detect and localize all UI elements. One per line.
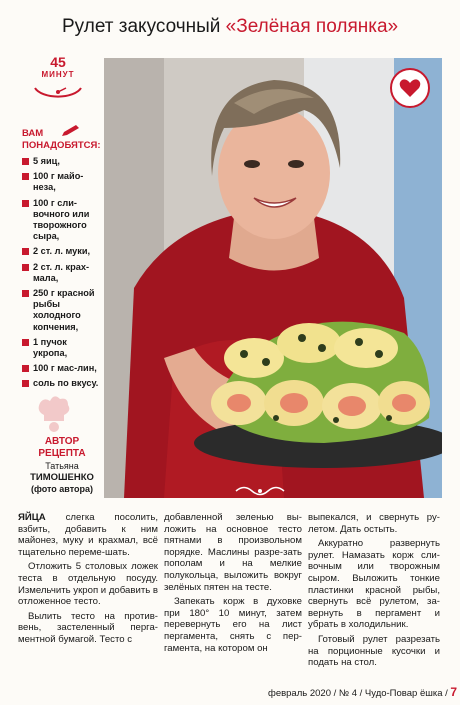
heart-icon <box>399 78 421 98</box>
paragraph: Вылить тесто на против-вень, застеленный перга-ментной бумагой. Тесто с <box>18 610 158 645</box>
title-name: «Зелёная полянка» <box>225 16 399 37</box>
author-first-name: Татьяна <box>45 461 79 471</box>
dish-photo <box>104 58 442 498</box>
paragraph: Запекать корж в духовке при 180° 10 минут, затем перевернуть его на лист пергамента, снять с пер-гамента, на котором он <box>164 596 302 654</box>
page-title <box>62 16 398 38</box>
favorite-heart-badge <box>390 68 430 108</box>
author-label-line1: АВТОР <box>44 436 80 447</box>
page-number: 7 <box>450 685 458 699</box>
photo-credit: (фото автора) <box>30 484 94 494</box>
ornament-divider-icon <box>232 484 288 498</box>
author-label-line2: РЕЦЕПТА <box>38 448 86 459</box>
cooking-time-badge <box>22 54 94 108</box>
list-item: 100 г майо-неза, <box>20 171 102 193</box>
paragraph: Отложить 5 столовых ложек теста в отдельную посуду. Измельчить укроп и добавить в отложенное тесто. <box>18 561 158 608</box>
clock-arc-icon <box>32 84 84 102</box>
paragraph: Аккуратно развернуть рулет. Намазать корж сли-вочным или творожным сыром. Выложить тонкие пластинки красной рыбы, свернуть всё рулетом, за-вернуть в пергамент и убрать в холодильник. <box>308 538 440 631</box>
ingredients-heading <box>22 128 102 152</box>
paragraph: Готовый рулет разрезать на порционные кусочки и подать на стол. <box>308 633 440 669</box>
list-item: 2 ст. л. крах-мала, <box>20 262 102 284</box>
list-item: 100 г сли-вочного или творожного сыра, <box>20 198 102 243</box>
pencil-icon <box>60 124 82 138</box>
list-item: 2 ст. л. муки, <box>20 246 102 257</box>
page-footer <box>268 685 457 699</box>
list-item: 250 г красной рыбы холодного копчения, <box>20 288 102 333</box>
text-column-3 <box>308 512 440 672</box>
list-item: 1 пучок укропа, <box>20 337 102 359</box>
cooking-time-unit: МИНУТ <box>41 70 75 79</box>
paragraph: выпекался, и свернуть ру-летом. Дать остыть. <box>308 512 440 535</box>
paragraph: добавленной зеленью вы-ложить на основное тесто пятнами в произвольном порядке. Маслины разре-зать пополам и на мелкие полукольца, выложить вокруг зелёных пятен на тесте. <box>164 512 302 593</box>
list-item: 5 яиц, <box>20 156 102 167</box>
recipe-author <box>20 436 104 495</box>
title-dish: Рулет закусочный <box>62 16 226 37</box>
footer-issue: февраль 2020 / № 4 / Чудо-Повар ёшка / <box>268 688 451 699</box>
ingredients-list <box>20 156 102 394</box>
ingredients-heading-line2: ПОНАДОБЯТСЯ: <box>22 140 101 151</box>
paragraph: ЯЙЦА слегка посолить, взбить, добавить к ним майонез, муку и крахмал, всё тщательно переме-шать. <box>18 512 158 558</box>
cooking-time-value: 45 <box>50 54 66 70</box>
list-item: соль по вкусу. <box>20 378 102 389</box>
text-column-1 <box>18 512 158 649</box>
list-item: 100 г мас-лин, <box>20 363 102 374</box>
text-column-2 <box>164 512 302 657</box>
author-last-name: ТИМОШЕНКО <box>30 472 94 483</box>
ingredients-heading-line1: ВАМ <box>22 128 44 139</box>
chef-hat-icon <box>34 393 74 433</box>
